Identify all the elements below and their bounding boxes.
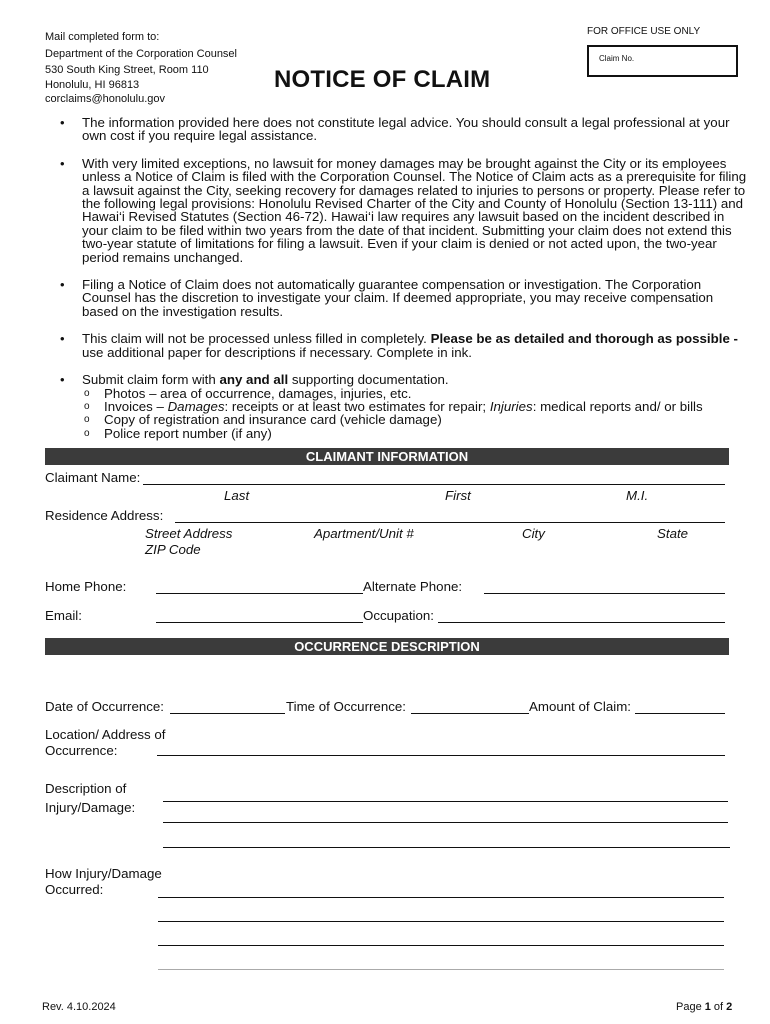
list-item: • With very limited exceptions, no lawsuit for money damages may be brought against the City or its employees unless a Notice of Claim is filed with the Corporation Counsel. The Notice of Claim acts as a prerequisite for filing a lawsuit against the City, seeking recovery for damages related to injuries to persons or property. Please refer to the following legal provisions: Honolulu Revised Charter of the City and County of Honolulu (Section 13-111) and Hawai‘i Revised Statutes (Section 46-72). Hawai‘i law requires any lawsuit based on the incident described in your claim to be filed within two years from the date of that incident. Submitting your claim does not extend this two-year statute of limitations for filing a lawsuit. Even if your claim is denied or not acted upon, the two-year period remains unchanged. [60, 157, 750, 264]
time-of-occurrence-field[interactable] [411, 713, 529, 714]
occupation-field[interactable] [438, 622, 725, 623]
location-field[interactable] [157, 755, 725, 756]
zip-caption: ZIP Code [145, 542, 201, 557]
list-item-text: supporting documentation. [288, 372, 449, 388]
last-name-caption: Last [224, 488, 250, 503]
apartment-caption: Apartment/Unit # [314, 526, 414, 541]
mail-to-label: Mail completed form to: [45, 31, 160, 43]
sub-item-italic: Injuries [489, 398, 533, 414]
revision-date: Rev. 4.10.2024 [42, 1001, 116, 1013]
mailing-address [45, 47, 237, 94]
first-name-caption: First [445, 488, 471, 503]
list-item-text: Submit claim form with [82, 372, 220, 388]
how-occurred-label-line: Occurred: [45, 882, 104, 897]
email-field[interactable] [156, 622, 363, 623]
current-page: 1 [704, 1001, 711, 1013]
list-item [60, 373, 750, 440]
total-pages: 2 [726, 1001, 733, 1013]
occupation-label: Occupation: [363, 608, 434, 623]
state-caption: State [657, 526, 689, 541]
street-caption: Street Address [145, 526, 233, 541]
list-item: • Filing a Notice of Claim does not automatically guarantee compensation or investigation. The Corporation Counsel has the discretion to investigate your claim. If deemed appropriate, you may receive compensation based on the investigation results. [60, 278, 750, 318]
residence-address-label: Residence Address: [45, 508, 164, 523]
claim-number-box[interactable] [587, 45, 738, 77]
description-field-line[interactable] [163, 847, 730, 848]
instructions-list [60, 116, 750, 440]
alternate-phone-field[interactable] [484, 593, 725, 594]
home-phone-label: Home Phone: [45, 579, 127, 594]
city-caption: City [522, 526, 545, 541]
description-label [45, 781, 135, 816]
how-occurred-label-line: How Injury/Damage [45, 866, 162, 881]
list-item-emphasis: any and all [219, 372, 289, 388]
description-label-line: Description of [45, 781, 127, 796]
location-label [45, 727, 166, 759]
how-occurred-field-line[interactable] [158, 921, 724, 922]
description-field-line[interactable] [163, 801, 728, 802]
description-field-line[interactable] [163, 822, 728, 823]
contact-email[interactable]: corclaims@honolulu.gov [45, 93, 166, 105]
page-number [676, 1001, 732, 1013]
sub-list-item: o Copy of registration and insurance card (vehicle damage) [82, 413, 750, 426]
occurrence-heading: OCCURRENCE DESCRIPTION [45, 638, 729, 655]
date-of-occurrence-label: Date of Occurrence: [45, 699, 164, 714]
claim-number-label: Claim No. [599, 54, 635, 63]
claimant-name-field[interactable] [143, 484, 725, 485]
claimant-name-label: Claimant Name: [45, 470, 141, 485]
page-title: NOTICE OF CLAIM [274, 66, 491, 93]
list-item-text: This claim will not be processed unless filled in completely. [82, 331, 431, 347]
time-of-occurrence-label: Time of Occurrence: [286, 699, 406, 714]
claimant-info-heading: CLAIMANT INFORMATION [45, 448, 729, 465]
residence-address-field[interactable] [175, 522, 725, 523]
list-item-emphasis: Please be as detailed and thorough as possible - [430, 331, 738, 347]
address-line: Honolulu, HI 96813 [45, 79, 140, 91]
middle-initial-caption: M.I. [626, 488, 649, 503]
list-item: • The information provided here does not constitute legal advice. You should consult a legal professional at your own cost if you require legal assistance. [60, 116, 750, 143]
sub-item-text: : receipts or at least two estimates for repair; [224, 398, 490, 414]
home-phone-field[interactable] [156, 593, 363, 594]
alternate-phone-label: Alternate Phone: [363, 579, 463, 594]
office-use-label: FOR OFFICE USE ONLY [587, 26, 701, 37]
description-label-line: Injury/Damage: [45, 800, 136, 815]
how-occurred-field-line[interactable] [158, 969, 724, 970]
how-occurred-label [45, 866, 162, 898]
amount-of-claim-field[interactable] [635, 713, 725, 714]
sub-list-item: o Police report number (if any) [82, 427, 750, 440]
address-line: Department of the Corporation Counsel [45, 48, 237, 60]
sub-list-item: o Photos – area of occurrence, damages, injuries, etc. [82, 387, 750, 400]
email-label: Email: [45, 608, 82, 623]
sub-item-text: : medical reports and/ or bills [532, 398, 703, 414]
list-item-text: use additional paper for descriptions if necessary. Complete in ink. [82, 344, 472, 360]
sub-item-italic: Damages [167, 398, 225, 414]
date-of-occurrence-field[interactable] [170, 713, 285, 714]
page-separator: of [710, 1001, 727, 1013]
sub-item-text: Invoices – [104, 398, 168, 414]
amount-of-claim-label: Amount of Claim: [529, 699, 631, 714]
address-line: 530 South King Street, Room 110 [45, 63, 209, 76]
page-prefix: Page [676, 1001, 705, 1013]
sub-list-item [82, 400, 750, 413]
location-label-line: Occurrence: [45, 743, 118, 758]
how-occurred-field-line[interactable] [158, 897, 724, 898]
list-item [60, 332, 750, 359]
location-label-line: Location/ Address of [45, 727, 166, 742]
sub-list [82, 387, 750, 441]
how-occurred-field-line[interactable] [158, 945, 724, 946]
